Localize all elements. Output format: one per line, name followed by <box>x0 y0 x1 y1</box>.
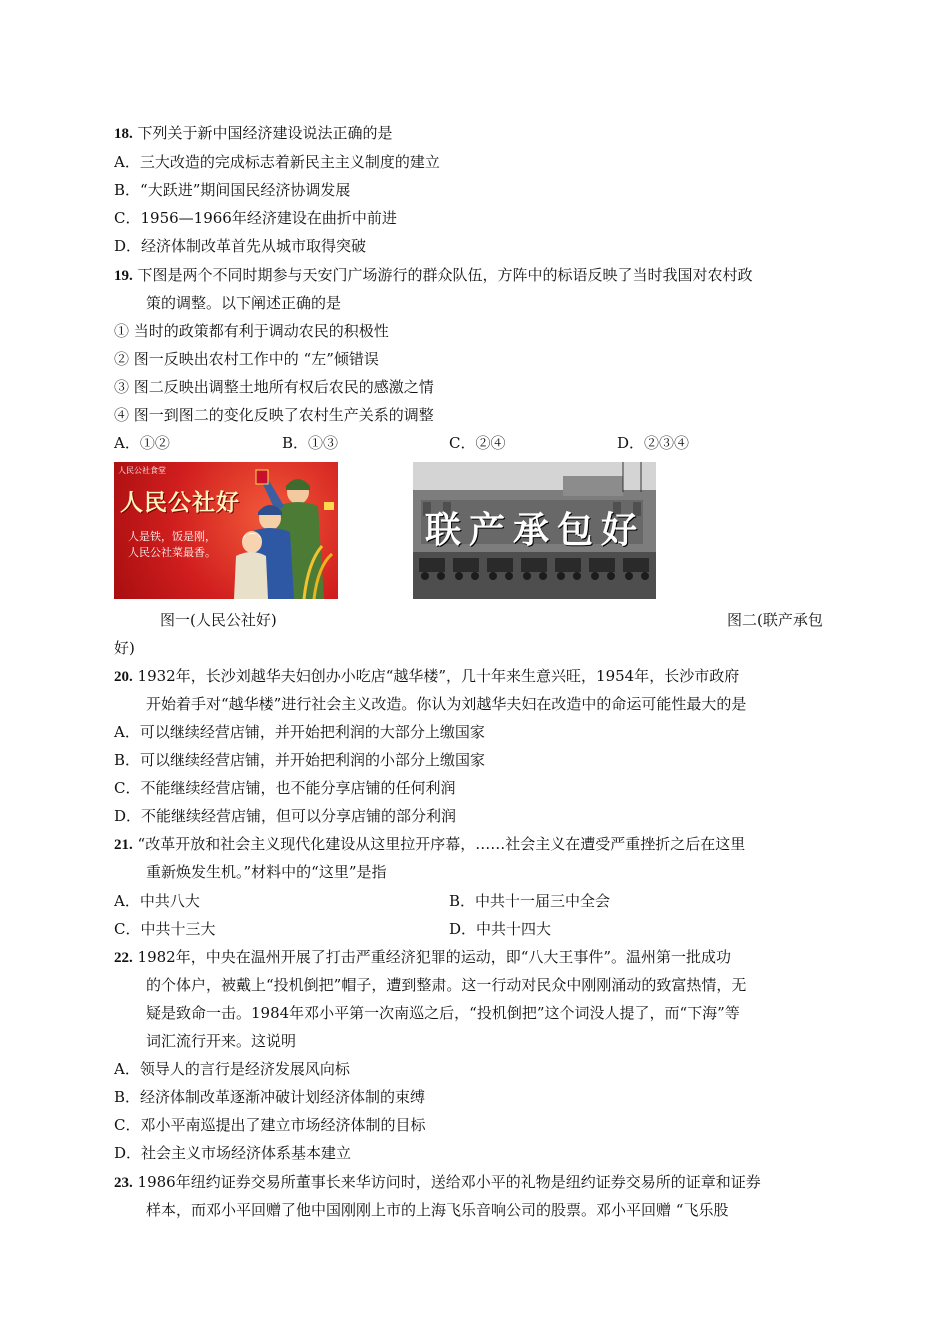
poster-slogan-2: 人民公社菜最香。 <box>128 546 216 559</box>
question-number: 21. <box>114 837 133 853</box>
option-d: D．②③④ <box>617 434 690 452</box>
option-c: C．邓小平南巡提出了建立市场经济体制的目标 <box>114 1116 426 1134</box>
question-19-stem <box>114 265 753 286</box>
question-21-stem <box>114 834 745 855</box>
option-a: A．中共八大 <box>114 892 200 910</box>
option-d: D．中共十四大 <box>449 920 552 938</box>
question-text: 下图是两个不同时期参与天安门广场游行的群众队伍，方阵中的标语反映了当时我国对农村政 <box>137 266 753 284</box>
question-22-stem-cont-3: 词汇流行开来。这说明 <box>146 1032 297 1050</box>
question-text: “改革开放和社会主义现代化建设从这里拉开序幕，……社会主义在遭受严重挫折之后在这里 <box>137 835 746 853</box>
statement-3: ③ 图二反映出调整土地所有权后农民的感激之情 <box>114 378 434 396</box>
figure-2-caption-cont: 好) <box>114 639 135 657</box>
question-text: 1932年，长沙刘越华夫妇创办小吃店“越华楼”，几十年来生意兴旺，1954年，长沙市政府 <box>137 667 740 685</box>
question-22-stem <box>114 947 731 968</box>
question-23-stem <box>114 1172 761 1193</box>
question-number: 23. <box>114 1175 133 1191</box>
question-number: 19. <box>114 268 133 284</box>
option-c: C．②④ <box>449 434 506 452</box>
statement-4: ④ 图一到图二的变化反映了农村生产关系的调整 <box>114 406 434 424</box>
statement-1: ① 当时的政策都有利于调动农民的积极性 <box>114 322 389 340</box>
question-22-stem-cont-2: 疑是致命一击。1984年邓小平第一次南巡之后，“投机倒把”这个词没人提了，而“下海”等 <box>146 1004 740 1022</box>
option-a: A．领导人的言行是经济发展风向标 <box>114 1060 350 1078</box>
option-d: D．社会主义市场经济体系基本建立 <box>114 1144 352 1162</box>
option-d: D．经济体制改革首先从城市取得突破 <box>114 237 367 255</box>
question-18-stem <box>114 123 393 144</box>
parade-banner-text: 联产承包好 <box>425 510 646 551</box>
question-number: 18. <box>114 126 133 142</box>
option-b: B．可以继续经营店铺，并开始把利润的小部分上缴国家 <box>114 751 486 769</box>
question-23-stem-cont: 样本，而邓小平回赠了他中国刚刚上市的上海飞乐音响公司的股票。邓小平回赠 “飞乐股 <box>146 1201 729 1219</box>
poster-title: 人民公社好 <box>120 490 240 516</box>
question-number: 20. <box>114 669 133 685</box>
question-22-stem-cont-1: 的个体户，被戴上“投机倒把”帽子，遭到整肃。这一行动对民众中刚刚涌动的致富热情，无 <box>146 976 747 994</box>
question-21-stem-cont: 重新焕发生机。”材料中的“这里”是指 <box>146 863 387 881</box>
poster-top-caption: 人民公社食堂 <box>118 466 166 475</box>
option-b: B．“大跃进”期间国民经济协调发展 <box>114 181 351 199</box>
question-text: 下列关于新中国经济建设说法正确的是 <box>137 124 393 142</box>
figure-1-poster <box>114 462 338 599</box>
option-b: B．经济体制改革逐渐冲破计划经济体制的束缚 <box>114 1088 426 1106</box>
option-c: C．不能继续经营店铺，也不能分享店铺的任何利润 <box>114 779 456 797</box>
poster-slogan-1: 人是铁，饭是刚， <box>128 530 216 543</box>
question-19-stem-cont: 策的调整。以下阐述正确的是 <box>146 294 342 312</box>
figure-2-caption: 图二(联产承包 <box>727 611 823 629</box>
option-a: A．三大改造的完成标志着新民主主义制度的建立 <box>114 153 440 171</box>
option-c: C．1956—1966年经济建设在曲折中前进 <box>114 209 397 227</box>
option-b: B．中共十一届三中全会 <box>449 892 611 910</box>
question-text: 1986年纽约证券交易所董事长来华访问时，送给邓小平的礼物是纽约证券交易所的证章和证券 <box>137 1173 761 1191</box>
figure-1-caption: 图一(人民公社好) <box>160 611 277 629</box>
option-a: A．可以继续经营店铺，并开始把利润的大部分上缴国家 <box>114 723 485 741</box>
statement-2: ② 图一反映出农村工作中的 “左”倾错误 <box>114 350 379 368</box>
figure-2-photo <box>413 462 656 599</box>
option-d: D．不能继续经营店铺，但可以分享店铺的部分利润 <box>114 807 457 825</box>
option-c: C．中共十三大 <box>114 920 216 938</box>
poster-figures-illustration <box>234 462 338 599</box>
question-20-stem-cont: 开始着手对“越华楼”进行社会主义改造。你认为刘越华夫妇在改造中的命运可能性最大的是 <box>146 695 747 713</box>
question-number: 22. <box>114 950 133 966</box>
option-b: B．①③ <box>282 434 339 452</box>
question-20-stem <box>114 666 739 687</box>
question-text: 1982年，中央在温州开展了打击严重经济犯罪的运动，即“八大王事件”。温州第一批成功 <box>137 948 732 966</box>
option-a: A．①② <box>114 434 170 452</box>
